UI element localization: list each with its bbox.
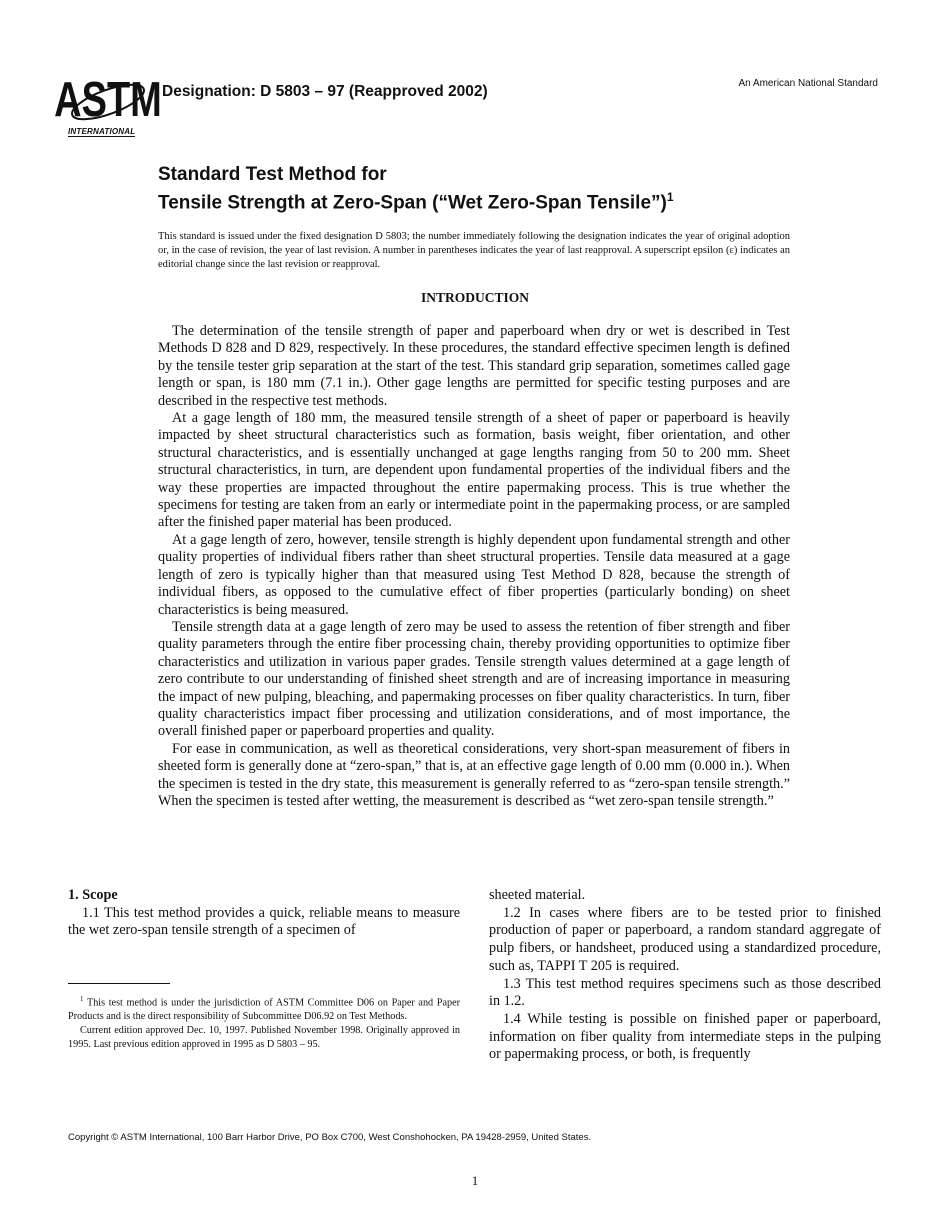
- intro-paragraph: For ease in communication, as well as theoretical considerations, very short-span measurement of fibers in sheeted form is generally done at “zero-span,” that is, at an effective gage length of 0.00 mm (0.000 in.). When the specimen is tested in the dry state, this measurement is generally referred to as “zero-span tensile strength.” When the specimen is tested after wetting, the measurement is described as “wet zero-span tensile strength.”: [158, 740, 790, 809]
- logo-subtext: INTERNATIONAL: [68, 127, 136, 136]
- page-number: 1: [471, 1173, 479, 1188]
- title-footnote-ref: 1: [666, 190, 674, 204]
- intro-paragraph: The determination of the tensile strength of paper and paperboard when dry or wet is described in Test Methods D 828 and D 829, respectively. In these procedures, the standard effective specimen length is defined by the tensile tester grip separation at the start of the test. This standard grip separation, sometimes called gage length or span, is 180 mm (7.1 in.). Other gage lengths are permitted for specific testing purposes and are described in the respective test methods.: [158, 323, 790, 409]
- right-column: [489, 887, 881, 1064]
- designation: Designation: D 5803 – 97 (Reapproved 2002): [162, 83, 488, 100]
- footnote-2: Current edition approved Dec. 10, 1997. Published November 1998. Originally approved in 1995. Last previous edition approved in 1995 as D 5803 – 95.: [68, 1025, 460, 1051]
- footnotes: [68, 992, 460, 1052]
- paragraph-1-1: 1.1 This test method provides a quick, reliable means to measure the wet zero-span tensile strength of a specimen of: [68, 904, 460, 939]
- astm-logo-icon: [54, 72, 162, 130]
- svg-text:ASTM: ASTM: [54, 72, 162, 128]
- national-standard-label: An American National Standard: [738, 78, 878, 89]
- intro-paragraph: At a gage length of zero, however, tensile strength is highly dependent upon fundamental strength and other quality properties of individual fibers rather than sheet structural properties. Tensile data measured at a gage length of zero is typically higher than that measured using Test Method D 828, because the strength of individual fibers, as opposed to the cumulative effect of fiber properties (particularly bonding) on sheet characteristics is being measured.: [158, 531, 790, 618]
- intro-paragraph: Tensile strength data at a gage length of zero may be used to assess the retention of fiber strength and fiber quality parameters through the entire fiber processing chain, thereby providing opportunities to optimize fiber characteristics and utilization in various paper grades. Tensile strength values determined at a gage length of zero contribute to our understanding of finished sheet strength and are of increasing importance in measuring the impact of new pulping, bleaching, and papermaking processes on fiber quality characteristics. In turn, fiber quality characteristics impact fiber processing and utilization considerations, and of most importance, the overall finished paper or paperboard properties and quality.: [158, 618, 790, 740]
- introduction-body: [158, 323, 790, 810]
- footnote-marker: 1: [80, 995, 84, 1003]
- footnote-1: This test method is under the jurisdiction of ASTM Committee D06 on Paper and Paper Products and is the direct responsibility of Subcommittee D06.92 on Test Methods.: [68, 997, 460, 1023]
- paragraph-1-1-continued: sheeted material.: [489, 887, 586, 903]
- page-title: [158, 163, 674, 214]
- footnote-divider: [68, 983, 170, 984]
- intro-paragraph: At a gage length of 180 mm, the measured tensile strength of a sheet of paper or paperboard is heavily impacted by sheet structural characteristics such as formation, basis weight, fiber orientation, and other structural characteristics, and is essentially unchanged at gage lengths ranging from 50 to 200 mm. Sheet structural characteristics, in turn, are dependent upon fundamental properties of the individual fibers and the way these properties are impacted throughout the entire papermaking process. This is true whether the specimens for testing are taken from an early or intermediate point in the papermaking process, or are sampled after the finished paper material has been produced.: [158, 410, 790, 531]
- left-column: [68, 887, 460, 940]
- title-line-2: Tensile Strength at Zero-Span (“Wet Zero-Span Tensile”): [158, 192, 667, 214]
- issued-note: This standard is issued under the fixed designation D 5803; the number immediately following the designation indicates the year of original adoption or, in the case of revision, the year of last revision. A number in parentheses indicates the year of last reapproval. A superscript epsilon (ε) indicates an editorial change since the last revision or reapproval.: [158, 231, 790, 270]
- title-line-1: Standard Test Method for: [158, 164, 387, 185]
- paragraph-1-3: 1.3 This test method requires specimens such as those described in 1.2.: [489, 975, 881, 1010]
- introduction-heading: INTRODUCTION: [420, 290, 529, 305]
- paragraph-1-4: 1.4 While testing is possible on finished paper or paperboard, information on fiber quality from intermediate steps in the pulping or papermaking process, or both, is frequently: [489, 1010, 881, 1063]
- paragraph-1-2: 1.2 In cases where fibers are to be tested prior to finished production of paper or paperboard, a random standard aggregate of pulp fibers, or handsheet, produced using a standardized procedure, such as, TAPPI T 205 is required.: [489, 904, 881, 974]
- section-heading-scope: 1. Scope: [68, 887, 118, 903]
- copyright-notice: Copyright © ASTM International, 100 Barr Harbor Drive, PO Box C700, West Conshohocken, PA 19428-2959, United States.: [68, 1132, 592, 1143]
